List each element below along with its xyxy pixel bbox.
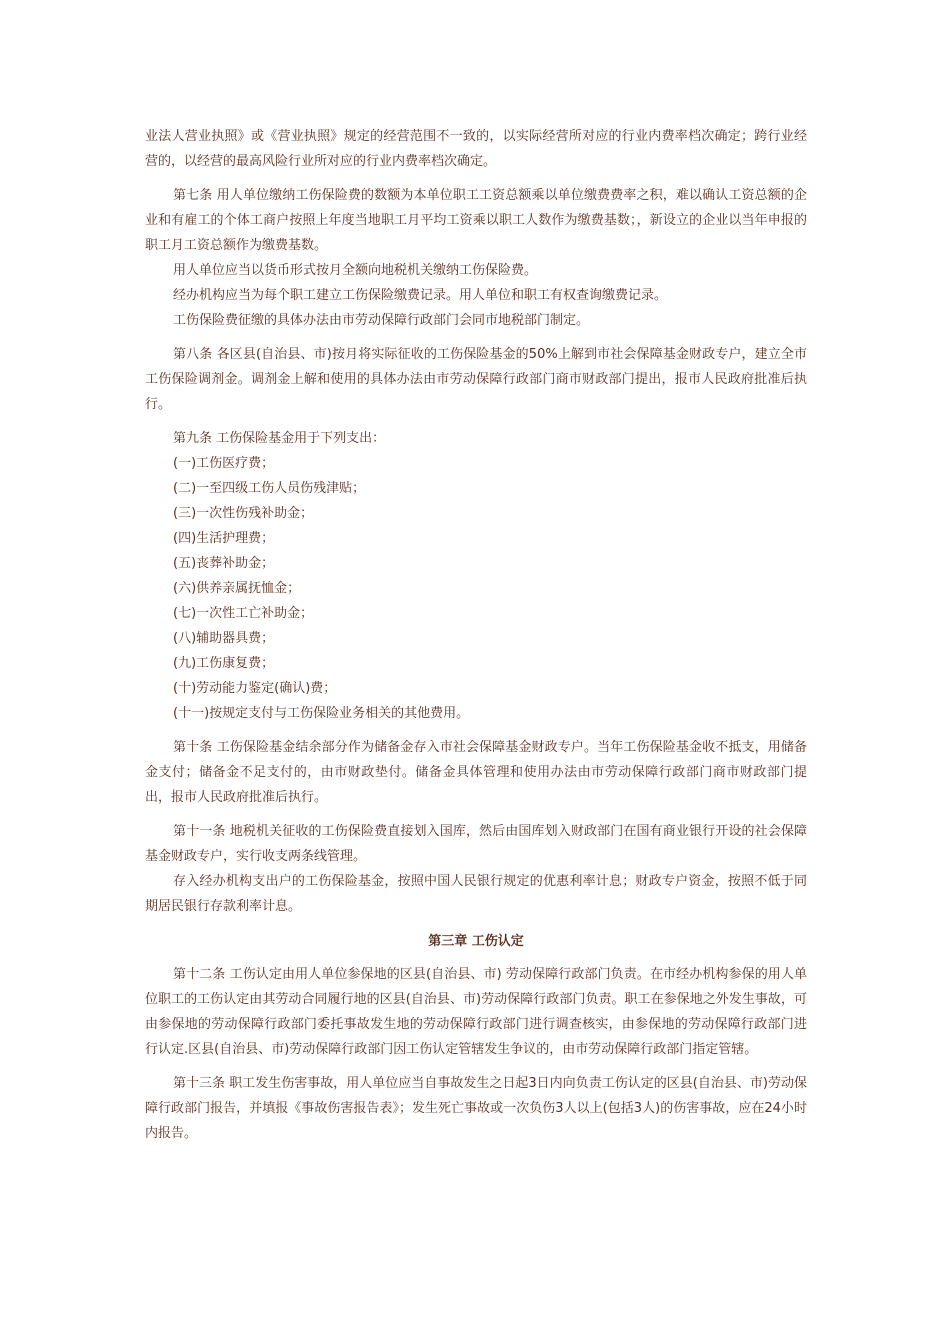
list-item: (四)生活护理费；	[173, 531, 275, 546]
list-item: (五)丧葬补助金；	[173, 556, 275, 571]
article-8: 第八条 各区县(自治县、市)按月将实际征收的工伤保险基金的50%上解到市社会保障基金财政专户，建立全市工伤保险调剂金。调剂金上解和使用的具体办法由市劳动保障行政部门商市财政部门提出，报市人民政府批准后执行。	[145, 347, 807, 412]
paragraph-continuation: 业法人营业执照》或《营业执照》规定的经营范围不一致的，以实际经营所对应的行业内费率档次确定；跨行业经营的，以经营的最高风险行业所对应的行业内费率档次确定。	[145, 129, 807, 169]
list-item: (八)辅助器具费；	[173, 631, 275, 646]
article-12: 第十二条 工伤认定由用人单位参保地的区县(自治县、市) 劳动保障行政部门负责。在市经办机构参保的用人单位职工的工伤认定由其劳动合同履行地的区县(自治县、市)劳动保障行政部门负责。职工在参保地之外发生事故，可由参保地的劳动保障行政部门委托事故发生地的劳动保障行政部门进行调查核实，由参保地的劳动保障行政部门进行认定.区县(自治县、市)劳动保障行政部门因工伤认定管辖发生争议的，由市劳动保障行政部门指定管辖。	[145, 967, 807, 1057]
article-10: 第十条 工伤保险基金结余部分作为储备金存入市社会保障基金财政专户。当年工伤保险基金收不抵支，用储备金支付；储备金不足支付的，由市财政垫付。储备金具体管理和使用办法由市劳动保障行政部门商市财政部门提出，报市人民政府批准后执行。	[145, 740, 807, 805]
list-item: (七)一次性工亡补助金；	[173, 606, 314, 621]
list-item: (十一)按规定支付与工伤保险业务相关的其他费用。	[173, 706, 470, 721]
article-11-para-2: 存入经办机构支出户的工伤保险基金，按照中国人民银行规定的优惠利率计息；财政专户资金，按照不低于同期居民银行存款利率计息。	[145, 874, 807, 914]
article-7: 第七条 用人单位缴纳工伤保险费的数额为本单位职工工资总额乘以单位缴费费率之积，难以确认工资总额的企业和有雇工的个体工商户按照上年度当地职工月平均工资乘以职工人数作为缴费基数；，新设立的企业以当年申报的职工月工资总额作为缴费基数。	[145, 188, 807, 253]
list-item: (三)一次性伤残补助金；	[173, 506, 314, 521]
article-7-para-3: 经办机构应当为每个职工建立工伤保险缴费记录。用人单位和职工有权查询缴费记录。	[173, 288, 668, 303]
list-item: (六)供养亲属抚恤金；	[173, 581, 301, 596]
article-9: 第九条 工伤保险基金用于下列支出：	[173, 431, 386, 446]
article-13: 第十三条 职工发生伤害事故，用人单位应当自事故发生之日起3日内向负责工伤认定的区县(自治县、市)劳动保障行政部门报告，并填报《事故伤害报告表》；发生死亡事故或一次负伤3人以上(包括3人)的伤害事故，应在24小时内报告。	[145, 1076, 807, 1141]
list-item: (九)工伤康复费；	[173, 656, 275, 671]
article-11: 第十一条 地税机关征收的工伤保险费直接划入国库，然后由国库划入财政部门在国有商业银行开设的社会保障基金财政专户，实行收支两条线管理。	[145, 824, 807, 864]
list-item: (一)工伤医疗费；	[173, 456, 275, 471]
document-page	[145, 124, 807, 1146]
article-9-list	[145, 451, 807, 726]
list-item: (二)一至四级工伤人员伤残津贴；	[173, 481, 366, 496]
list-item: (十)劳动能力鉴定(确认)费；	[173, 681, 337, 696]
article-7-para-2: 用人单位应当以货币形式按月全额向地税机关缴纳工伤保险费。	[173, 263, 538, 278]
chapter-heading: 第三章 工伤认定	[428, 934, 524, 949]
article-7-para-4: 工伤保险费征缴的具体办法由市劳动保障行政部门会同市地税部门制定。	[173, 313, 590, 328]
